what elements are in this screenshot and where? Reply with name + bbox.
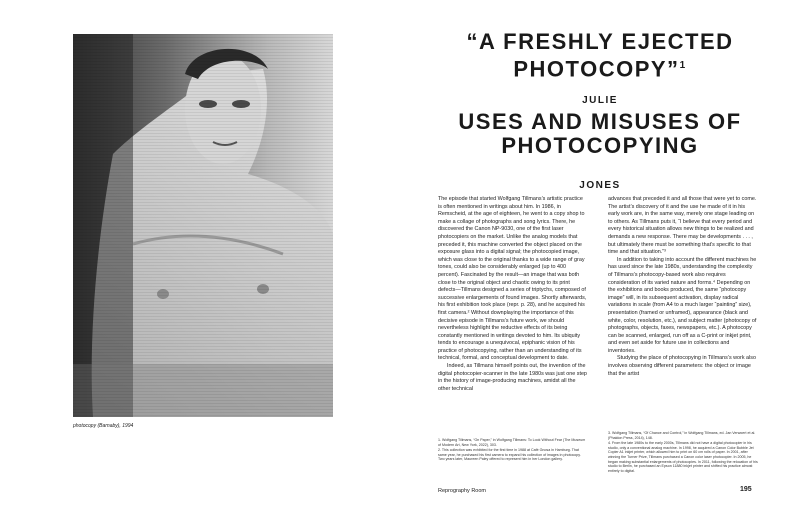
photocopy-portrait-graphic (73, 34, 333, 417)
footnote: 3. Wolfgang Tillmans, “Of Chance and Control,” in Wolfgang Tillmans, ed. Jan Verwoert et al. (Phaidon Press, 2014), 148. (608, 431, 756, 440)
body-paragraph: Studying the place of photocopying in Tillmans’s work also involves observing different parameters: the object or image that the artist (608, 355, 756, 377)
article-title-quote-text: “A FRESHLY EJECTED PHOTOCOPY” (466, 29, 734, 82)
body-paragraph: advances that preceded it and all those that were yet to come. The artist’s discovery of it and the use he made of it in his early work are, in the same way, merely one stage leading on to others. As Tillmans puts it, “I believe that every period and every historical situation allows new things to be realized and demands a new response. There may be developments . . . , but ultimately there must be something that’s specific to that time and that situation.”³ (608, 196, 757, 256)
body-paragraph: Indeed, as Tillmans himself points out, the invention of the digital photocopier-scanner in the late 1980s was just one step in the history of image-producing machines, amidst all the other technical (438, 363, 587, 392)
footnote: 4. From the late 1980s to the early 2000s, Tillmans did not have a digital photocopier in his studio, only a conventional analog machine. In 1998, he acquired a Canon Color Bubble Jet Copier A1 inkjet printer, which allowed him to print on 60 cm rolls of paper. In 2001, after winning the Turner Prize, Tillmans purchased a Canon color laser photocopier. In 2005, he began making substantial enlargements of photocopies. In 2011, following the relocation of his studio to Berlin, he purchased an Epson 11880 inkjet printer and shifted his practice almost entirely to digital. (608, 441, 758, 473)
body-column-right (608, 196, 758, 431)
body-paragraph: In addition to taking into account the different machines he has used since the late 1980s, understanding the complexity of Tillmans’s photocopy-based work also requires consideration of its varied nature and forms.⁴ Depending on the exhibitions and books produced, the same “photocopy image” will, in its subsequent activation, display radical variations in scale (from A4 to a much larger “painting” size), presentation (framed or unframed), appearance (black and white, color, resolution, etc.), and subject matter (photocopy of photographs, objects, faxes, newspapers, etc.). A photocopy can be scanned, enlarged, run off as a C-print or inkjet print, and even set aside for future use in collections and inventories. (608, 256, 757, 354)
photo-caption: photocopy (Barnaby), 1994 (73, 423, 134, 429)
body-column-left (438, 196, 588, 458)
body-paragraph: The episode that started Wolfgang Tillmans’s artistic practice is often mentioned in writings about him. In 1986, in Remscheid, at the age of eighteen, he went to a copy shop to make a collage of photographs and song lyrics. There, he discovered the Canon NP-9030, one of the first laser photocopiers on the market. Unlike the analog models that preceded it, this machine converted the object placed on the exposure glass into a digital signal; the photocopied image, which was close to the original thanks to a wide range of gray tones, could also be considerably enlarged (up to 400 percent). Fascinated by the result—an image that was both close to the original object and chaotic owing to its print defects—Tillmans designed a series of triptychs, composed of successive enlargements of found images. Shortly afterwards, his first exhibition took place (repr. p. 28), and he acquired his first camera.² Without downplaying the importance of this decisive episode in Tillmans’s future work, we should nevertheless highlight the reductive effects of its being constantly mentioned in writings devoted to him. Its ubiquity tends to encourage a unequivocal, epiphanic vision of his practice of photocopying, rather than an understanding of its technical, formal, and conceptual development to date. (438, 196, 587, 362)
title-footnote-marker: 1 (679, 60, 687, 71)
page-number: 195 (740, 486, 752, 493)
article-title-quote (440, 30, 760, 81)
footnote: 1. Wolfgang Tillmans, “On Paper,” in Wolfgang Tillmans: To Look Without Fear (The Museum of Modern Art, New York, 2022), 303. (438, 438, 586, 447)
running-footer: Reprography Room (438, 488, 486, 494)
photocopy-image (73, 34, 333, 417)
footnote: 2. This collection was exhibited for the first time in 1988 at Café Gnosa in Hamburg. That same year, he purchased his first camera to expand his collection of images in photocopy. Two years later, Maureen Paley offered to represent him in her London gallery. (438, 448, 581, 462)
footnotes-right (608, 431, 758, 474)
article-subtitle: USES AND MISUSES OF PHOTOCOPYING (458, 109, 742, 158)
footnotes-left (438, 438, 588, 463)
author-last-name: JONES (579, 180, 621, 191)
author-first-name: JULIE (582, 95, 618, 106)
